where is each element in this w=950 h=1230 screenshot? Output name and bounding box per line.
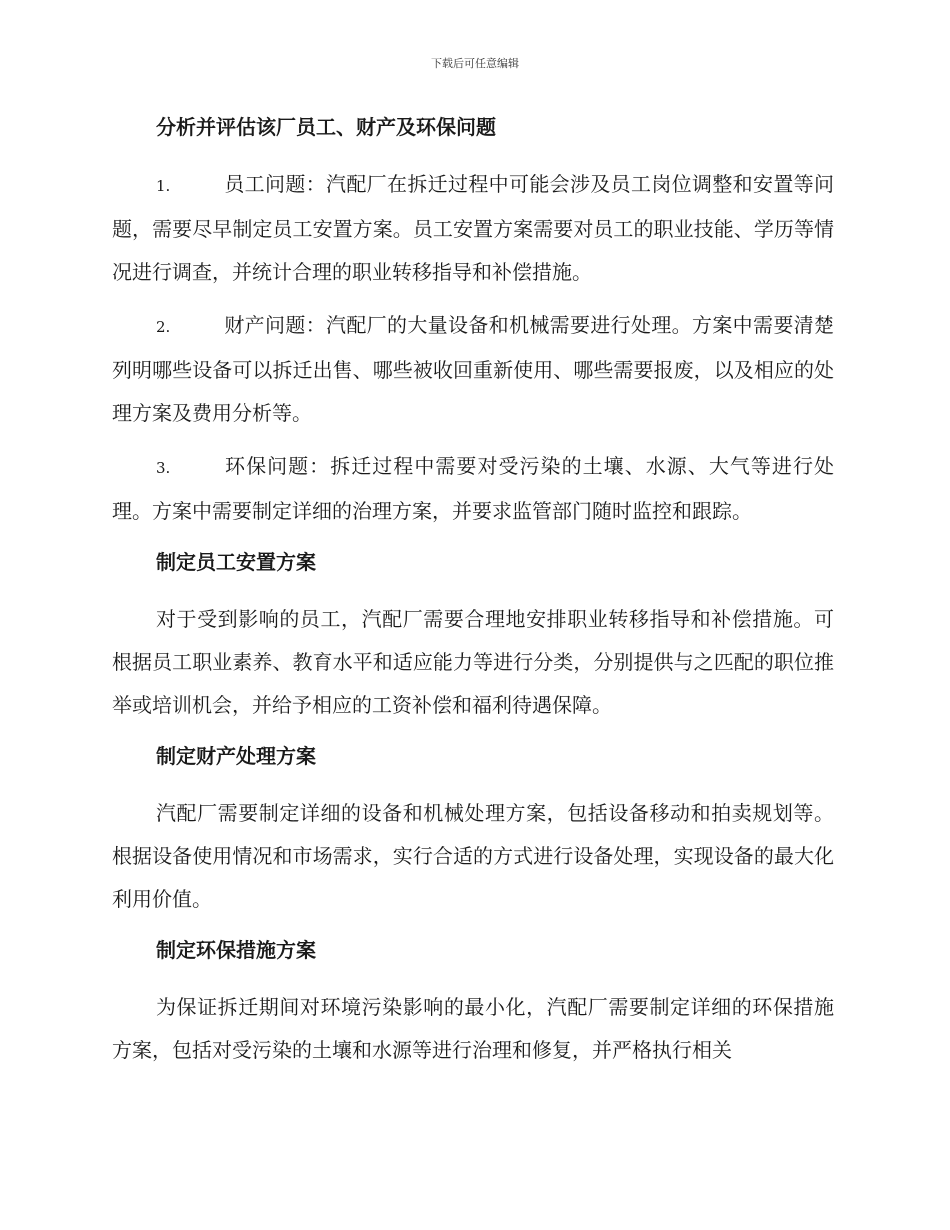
section-heading: 分析并评估该厂员工、财产及环保问题 [156, 115, 496, 139]
section-environment-plan [112, 931, 834, 1072]
section-assessment [112, 108, 834, 533]
page-header-note: 下载后可任意编辑 [431, 57, 519, 70]
list-item [112, 445, 834, 533]
document-body [112, 108, 834, 1082]
list-item-number: 2. [156, 318, 171, 336]
list-item-text: 环保问题：拆迁过程中需要对受污染的土壤、水源、大气等进行处理。方案中需要制定详细的治理方案，并要求监管部门随时监控和跟踪。 [112, 454, 834, 523]
list-item [112, 163, 834, 294]
list-item-text: 财产问题：汽配厂的大量设备和机械需要进行处理。方案中需要清楚列明哪些设备可以拆迁出售、哪些被收回重新使用、哪些需要报废，以及相应的处理方案及费用分析等。 [112, 313, 834, 425]
section-paragraph: 对于受到影响的员工，汽配厂需要合理地安排职业转移指导和补偿措施。可根据员工职业素养、教育水平和适应能力等进行分类，分别提供与之匹配的职位推举或培训机会，并给予相应的工资补偿和福利待遇保障。 [112, 607, 834, 717]
list-item [112, 304, 834, 435]
section-heading: 制定员工安置方案 [156, 550, 316, 574]
section-heading: 制定环保措施方案 [156, 938, 316, 962]
list-item-number: 1. [156, 177, 171, 195]
section-property-plan [112, 737, 834, 921]
section-paragraph: 汽配厂需要制定详细的设备和机械处理方案，包括设备移动和拍卖规划等。根据设备使用情况和市场需求，实行合适的方式进行设备处理，实现设备的最大化利用价值。 [112, 801, 834, 911]
list-item-text: 员工问题：汽配厂在拆迁过程中可能会涉及员工岗位调整和安置等问题，需要尽早制定员工安置方案。员工安置方案需要对员工的职业技能、学历等情况进行调查，并统计合理的职业转移指导和补偿措施。 [112, 172, 834, 284]
section-paragraph: 为保证拆迁期间对环境污染影响的最小化，汽配厂需要制定详细的环保措施方案，包括对受污染的土壤和水源等进行治理和修复，并严格执行相关 [112, 995, 834, 1062]
list-item-number: 3. [156, 459, 171, 477]
section-heading: 制定财产处理方案 [156, 744, 316, 768]
section-employee-plan [112, 543, 834, 727]
